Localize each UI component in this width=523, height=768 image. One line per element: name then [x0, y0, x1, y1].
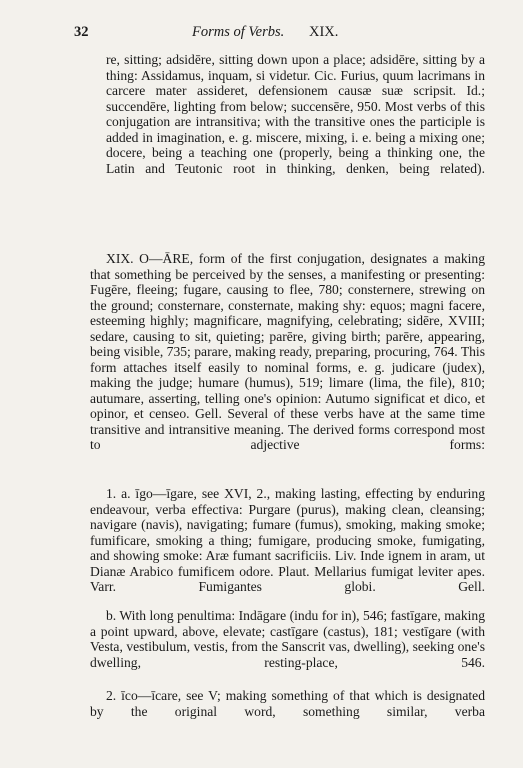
- header-title: Forms of Verbs.: [192, 24, 285, 40]
- paragraph-text: XIX. O—ĀRE, form of the first conjugation, designates a making that something be perceived by the senses, a manifesting or presenting: Fugēre, fleeing; fugare, causing to flee, 780; consternere, strewing on the ground; consternare, consternate, making shy: equos; magni facere, esteeming highly; magnificare, magnifying, celebrating; sidēre, XVIII; sedare, causing to sit, quieting; parēre, giving birth; parēre, appearing, being visible, 735; parare, making ready, preparing, procuring, 764. This form attaches itself easily to nominal forms, e. g. judicare (judex), making the judge; humare (humus), 519; limare (lima, the file), 810; autumare, asserting, telling one's opinion: Autumo significat et dico, et opinor, et censeo. Gell. Several of these verbs have at the same time transitive and intransitive meaning. The derived forms correspond most to adjective forms:: [90, 251, 485, 452]
- page-number: 32: [74, 24, 89, 40]
- paragraph-section-xix: [90, 251, 485, 453]
- paragraph-1b: [90, 608, 485, 670]
- paragraph-1a: [90, 486, 485, 595]
- paragraph-2: [90, 688, 485, 719]
- paragraph-text: b. With long penultima: Indāgare (indu for in), 546; fastīgare, making a point upward, above, elevate; castīgare (castus), 181; vestīgare (with Vesta, vestibulum, vestis, from the Sanscrit vas, dwelling), seeking one's dwelling, resting-place, 546.: [90, 608, 485, 670]
- paragraph-text: re, sitting; adsidēre, sitting down upon a place; adsidēre, sitting by a thing: Assidamus, inquam, si videtur. Cic. Furius, quum lacrimans in carcere mater assideret, defensionem causæ suæ scripsit. Id.; succendēre, lighting from below; succensēre, 950. Most verbs of this conjugation are intransitiva; with the transitive ones the participle is added in imagination, e. g. miscere, mixing, i. e. being a mixing one; docere, being a teaching one (properly, being a thinking one, the Latin and Teutonic root in thinking, denken, being related).: [106, 52, 485, 176]
- running-header: [74, 24, 481, 44]
- paragraph-text: 1. a. īgo—īgare, see XVI, 2., making lasting, effecting by enduring endeavour, verba effectiva: Purgare (purus), making clean, cleansing; navigare (navis), navigating; fumare (fumus), smoking, making smoke; fumificare, smoking a thing; fumigare, producing smoke, fumigating, and showing smoke: Aræ fumant sacrificiis. Liv. Inde ignem in aram, ut Dianæ Arabico fumificem odore. Plaut. Mellarius fumigat leviter apes. Varr. Fumigantes globi. Gell.: [90, 486, 485, 594]
- paragraph-text: 2. īco—īcare, see V; making something of that which is designated by the original word, something similar, verba: [90, 688, 485, 719]
- paragraph-continuation: [106, 52, 485, 176]
- header-section: XIX.: [309, 24, 339, 40]
